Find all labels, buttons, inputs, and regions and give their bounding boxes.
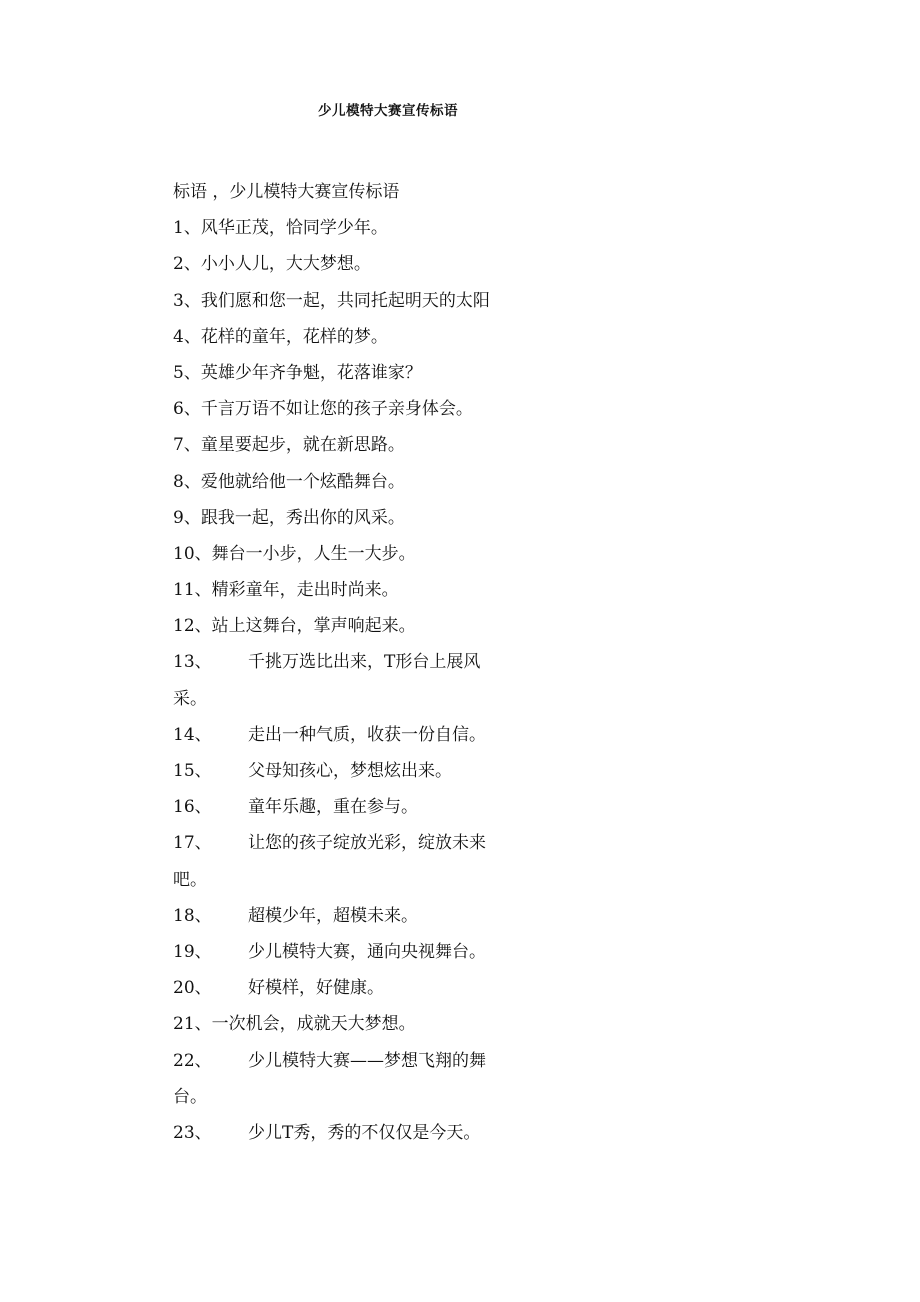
slogan-number: 19、 (173, 941, 212, 962)
slogan-text: 超模少年，超模未来。 (248, 905, 418, 926)
slogan-text: 标语 ，少儿模特大赛宣传标语 (173, 182, 400, 202)
slogan-line (173, 644, 533, 680)
slogan-line (173, 210, 533, 246)
slogan-text: 风华正茂，恰同学少年。 (200, 218, 388, 239)
slogan-number: 22、 (173, 1050, 212, 1071)
slogan-text: 一次机会，成就天大梦想。 (211, 1014, 416, 1035)
slogan-number: 8、 (173, 471, 201, 492)
slogan-text: 精彩童年，走出时尚来。 (211, 580, 399, 601)
slogan-text: 千言万语不如让您的孩子亲身体会。 (200, 399, 473, 420)
slogan-line (173, 283, 533, 319)
slogan-number: 18、 (173, 905, 212, 926)
slogan-text: 跟我一起，秀出你的风采。 (200, 507, 405, 528)
slogan-text: 少儿模特大赛，通向央视舞台。 (248, 941, 486, 962)
slogan-line (173, 608, 533, 644)
slogan-number: 21、 (173, 1014, 212, 1035)
document-title: 少儿模特大赛宣传标语 (318, 103, 458, 119)
slogan-number: 9、 (173, 507, 201, 528)
slogan-text: 小小人儿，大大梦想。 (200, 254, 371, 275)
slogan-line (173, 246, 533, 282)
slogan-number: 7、 (173, 435, 201, 456)
slogan-text: 让您的孩子绽放光彩，绽放未来 (248, 833, 486, 854)
slogan-number: 4、 (173, 326, 201, 347)
slogan-number: 15、 (173, 761, 212, 781)
slogan-line (173, 789, 533, 825)
slogan-line (173, 464, 533, 500)
slogan-number: 1、 (173, 218, 201, 239)
slogan-text: 千挑万选比出来，T形台上展风 (248, 652, 481, 673)
slogan-text: 英雄少年齐争魁，花落谁家？ (200, 362, 422, 383)
slogan-line (173, 898, 533, 934)
slogan-line (173, 572, 533, 608)
slogan-text: 童年乐趣，重在参与。 (248, 797, 418, 818)
slogan-line (173, 355, 533, 391)
slogan-text: 采。 (173, 688, 207, 709)
slogan-number: 23、 (173, 1122, 212, 1143)
slogan-line (173, 1043, 533, 1079)
slogan-line (173, 174, 533, 210)
slogan-line (173, 319, 533, 355)
slogan-text: 童星要起步，就在新思路。 (200, 435, 405, 456)
slogan-text: 我们愿和您一起，共同托起明天的太阳 (200, 290, 490, 311)
slogan-line (173, 1115, 533, 1151)
slogan-line (173, 500, 533, 536)
slogan-text: 爱他就给他一个炫酷舞台。 (200, 471, 405, 492)
slogan-line (173, 825, 533, 861)
slogan-line (173, 1079, 533, 1115)
slogan-line (173, 934, 533, 970)
slogan-line (173, 717, 533, 753)
slogan-number: 20、 (173, 978, 212, 999)
slogan-line (173, 753, 533, 789)
slogan-text: 少儿T秀，秀的不仅仅是今天。 (248, 1122, 481, 1143)
slogan-text: 父母知孩心，梦想炫出来。 (248, 761, 452, 781)
slogan-number: 2、 (173, 254, 201, 275)
slogan-number: 17、 (173, 833, 212, 854)
slogan-text: 走出一种气质，收获一份自信。 (248, 724, 486, 745)
slogan-line (173, 862, 533, 898)
slogan-line (173, 391, 533, 427)
slogan-text: 吧。 (173, 869, 207, 890)
slogan-line (173, 970, 533, 1006)
slogan-text: 站上这舞台，掌声响起来。 (211, 616, 416, 637)
slogan-number: 6、 (173, 399, 201, 420)
slogan-number: 11、 (173, 580, 212, 601)
slogan-text: 好模样，好健康。 (248, 978, 384, 999)
slogan-text: 花样的童年，花样的梦。 (200, 326, 388, 347)
slogan-number: 3、 (173, 290, 201, 311)
slogan-line (173, 427, 533, 463)
slogan-number: 14、 (173, 724, 212, 745)
slogan-number: 12、 (173, 616, 212, 637)
slogan-number: 16、 (173, 797, 212, 818)
slogan-list (173, 174, 533, 1151)
slogan-number: 13、 (173, 652, 212, 673)
slogan-text: 舞台一小步，人生一大步。 (211, 543, 416, 564)
slogan-text: 台。 (173, 1086, 207, 1107)
slogan-text: 少儿模特大赛——梦想飞翔的舞 (248, 1050, 486, 1071)
slogan-line (173, 536, 533, 572)
slogan-line (173, 1006, 533, 1042)
slogan-number: 5、 (173, 362, 201, 383)
slogan-number: 10、 (173, 543, 212, 564)
slogan-line (173, 681, 533, 717)
